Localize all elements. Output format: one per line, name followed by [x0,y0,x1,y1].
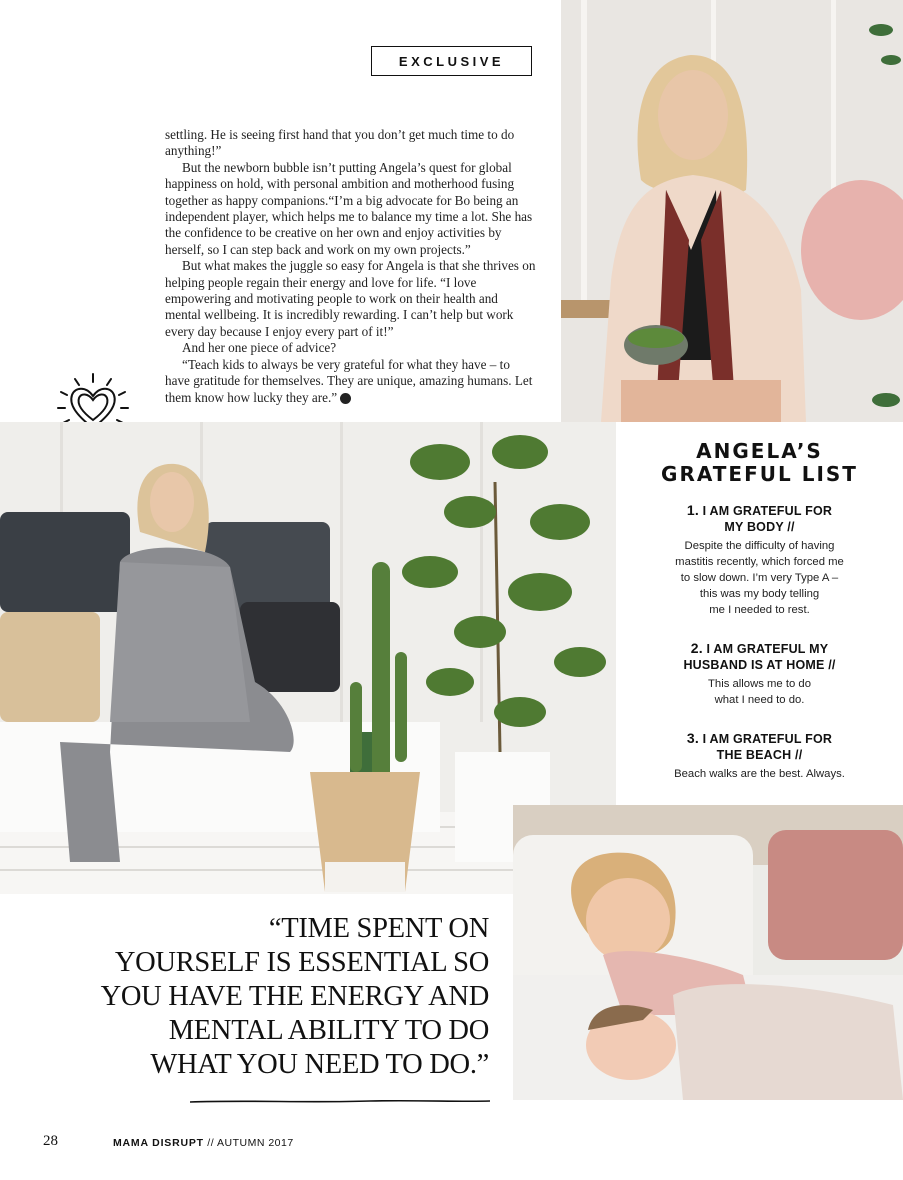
list-item-heading-text: I AM GRATEFUL MY HUSBAND IS AT HOME // [683,642,836,672]
grateful-list-title [616,440,903,486]
list-item-heading [616,640,903,673]
list-item-heading [616,502,903,535]
list-item [616,640,903,708]
article-paragraph: settling. He is seeing first hand that you don’t get much time to do anything!” [165,127,515,159]
article-paragraph: But the newborn bubble isn’t putting Angela’s quest for global happiness on hold, with personal ambition and motherhood fusing together as happy companions.“I’m a big advocate for Bo being an independent player, which helps me to balance my time a lot. She has the confidence to be creative on her own and enjoy activities by herself, so I can step back and work on my own projects.” [165,159,533,257]
list-item-number: 1. [686,502,699,518]
grateful-list-title-line2: GRATEFUL LIST [661,462,858,486]
grateful-list [616,502,903,804]
list-item-description: This allows me to do what I need to do. [708,678,811,706]
article-paragraph: And her one piece of advice? [182,340,337,356]
grateful-list-title-line1: ANGELA’S [696,439,823,463]
list-item-heading-text: I AM GRATEFUL FOR THE BEACH // [702,732,833,762]
magazine-footer [113,1137,294,1149]
list-item-description: Despite the difficulty of having mastitis recently, which forced me to slow down. I’m very Type A – this was my body telling me I needed to rest. [675,540,844,616]
issue-date: AUTUMN 2017 [216,1137,294,1149]
list-item [616,730,903,782]
end-mark-icon [340,393,351,404]
page-number: 28 [43,1133,58,1149]
list-item-heading [616,730,903,763]
article-paragraph-last [165,357,537,406]
article-body [165,127,537,406]
pull-quote [60,912,489,1082]
pull-quote-line: “TIME SPENT ON [268,913,489,944]
footer-separator: // [207,1137,215,1149]
list-item-heading-text: I AM GRATEFUL FOR MY BODY // [702,504,833,534]
photo-children-sleeping [513,805,903,1100]
pull-quote-line: WHAT YOU NEED TO DO.” [150,1049,489,1080]
list-item-description: Beach walks are the best. Always. [674,768,845,780]
list-item [616,502,903,618]
exclusive-tag: EXCLUSIVE [371,46,532,76]
quote-divider [190,1093,490,1111]
magazine-name: MAMA DISRUPT [113,1137,204,1149]
pull-quote-line: YOU HAVE THE ENERGY AND [100,981,489,1012]
list-item-number: 2. [690,640,703,656]
photo-angela-with-bowl [561,0,903,422]
pull-quote-line: YOURSELF IS ESSENTIAL SO [114,947,489,978]
list-item-number: 3. [686,730,699,746]
pull-quote-line: MENTAL ABILITY TO DO [168,1015,489,1046]
article-paragraph: But what makes the juggle so easy for Angela is that she thrives on helping people regain their energy and love for life. “I love empowering and motivating people to work on their health and mental wellbeing. It is incredibly rewarding. I can’t help but work every day because I enjoy every part of it!” [165,258,536,339]
article-paragraph-text: “Teach kids to always be very grateful for what they have – to have gratitude for themselves. They are unique, amazing humans. Let them know how lucky they are.” [165,356,533,405]
